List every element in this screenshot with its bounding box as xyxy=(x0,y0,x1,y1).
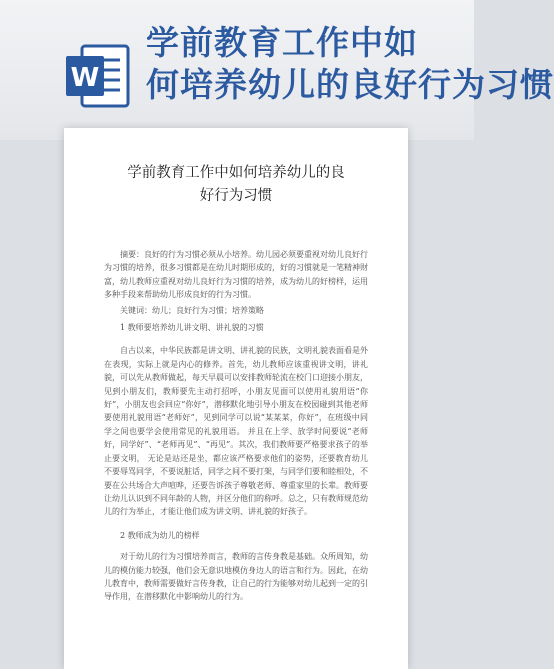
section-1-body: 自古以来，中华民族都是讲文明、讲礼貌的民族，文明礼貌表面看是外在表现，实际上就是内心的修养。首先，幼儿教师应该重视讲文明，讲礼貌，可以先从教师做起，每天早晨可以安排教师轮流在校门口迎接小朋友，见到小朋友们，教师要先主动打招呼，小朋友见面可以使用礼貌用语“你好”，小朋友也会回应“你好”，潜移默化地引导小朋友在校园碰到其他老师要使用礼貌用语“老师好”，见到同学可以说“某某某，你好”，在班级中同学之间也要学会使用常见的礼貌用语。 并且在上学、放学时间要说“老师好，同学好”、“老师再见”、“再见”。其次，我们教师要严格要求孩子的举止要文明， 无论是站还是坐，都应该严格要求他们的姿势，还要教育幼儿不要辱骂同学，不要说脏话，同学之间不要打架，与同学们要和睦相处，不要在公共场合大声喧哗，还要告诉孩子尊敬老师、尊重家里的长辈。教师要让幼儿认识到不同年龄的人物，并区分他们的称呼。总之，只有教师规范幼儿的行为举止，才能让他们成为讲文明、讲礼貌的好孩子。 xyxy=(104,346,368,517)
banner-title-line-1: 学前教育工作中如 xyxy=(146,23,418,62)
document-page xyxy=(64,128,408,669)
document-title: 学前教育工作中如何培养幼儿的良好行为习惯 xyxy=(127,165,345,204)
section-1-heading: 1 教师要培养幼儿讲文明、讲礼貌的习惯 xyxy=(120,323,264,333)
banner-title xyxy=(146,22,554,106)
section-2-body: 对于幼儿的行为习惯培养而言，教师的言传身教是基础。众所周知，幼儿的模仿能力较强，他们会无意识地模仿身边人的语言和行为。因此，在幼儿教育中，教师需要做好言传身教，让自己的行为能够对幼儿起到一定的引导作用，在潜移默化中影响幼儿的行为。 xyxy=(104,552,368,602)
svg-text:W: W xyxy=(70,63,100,93)
abstract-paragraph: 摘要：良好的行为习惯必须从小培养。幼儿园必须要重视对幼儿良好行为习惯的培养，很多习惯都是在幼儿时期形成的，好的习惯就是一笔精神财富，幼儿教师应重视对幼儿良好行为习惯的培养，成为幼儿的好榜样，运用多种手段来帮助幼儿形成良好的行为习惯。 xyxy=(104,250,368,300)
banner xyxy=(0,0,554,140)
keywords-line: 关键词：幼儿；良好行为习惯；培养策略 xyxy=(120,305,264,315)
banner-title-line-2: 何培养幼儿的良好行为习惯 xyxy=(146,65,554,104)
section-2-heading: 2 教师成为幼儿的榜样 xyxy=(120,530,200,540)
word-doc-icon xyxy=(62,40,134,112)
